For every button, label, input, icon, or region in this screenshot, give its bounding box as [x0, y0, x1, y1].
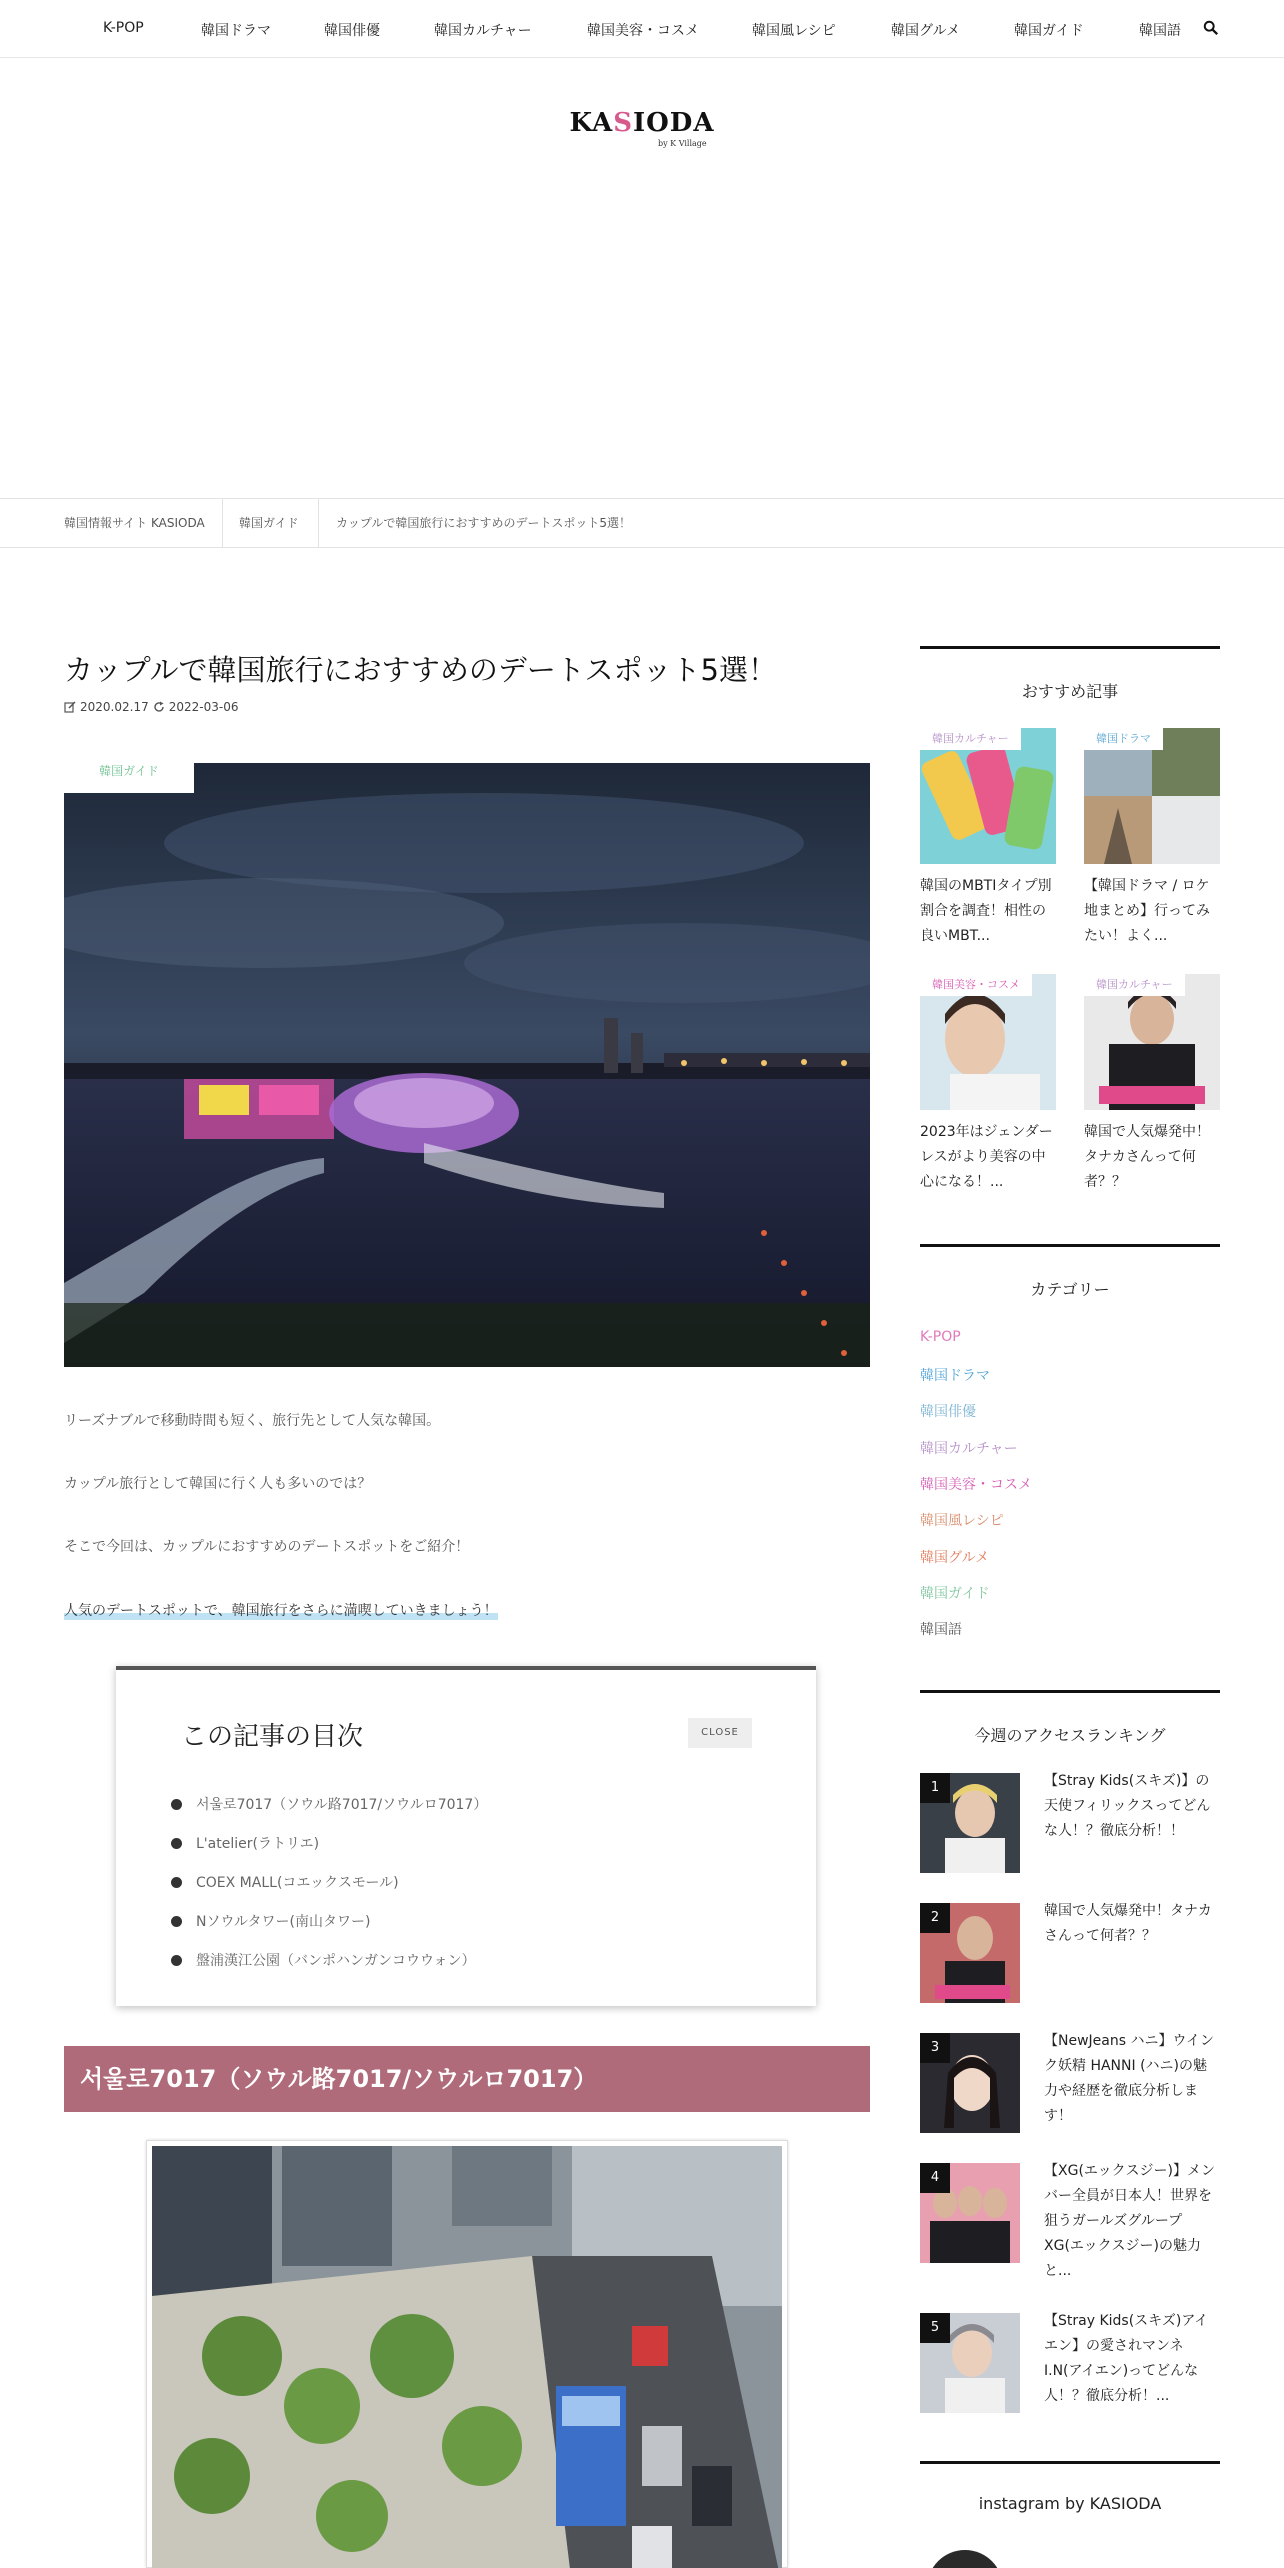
rank-number: 3 — [920, 2033, 950, 2063]
bullet-icon — [171, 1838, 182, 1849]
ranking-item[interactable] — [920, 2313, 1220, 2413]
breadcrumb — [0, 498, 1284, 548]
refresh-icon — [153, 701, 165, 713]
nav-item-recipe[interactable]: 韓国風レシピ — [752, 23, 836, 39]
intro-paragraph-3: そこで今回は、カップルにおすすめのデートスポットをご紹介！ — [64, 1539, 470, 1555]
table-of-contents — [116, 1666, 816, 2006]
recommended-text: 韓国で人気爆発中！タナカさんって何者？？ — [1084, 1124, 1210, 1190]
rank-number: 4 — [920, 2163, 950, 2193]
edit-icon — [64, 701, 76, 713]
nav-item-gourmet[interactable]: 韓国グルメ — [891, 23, 961, 39]
ranking-text: 韓国で人気爆発中！タナカさんって何者？？ — [1044, 1903, 1212, 1944]
nav-item-kpop[interactable]: K-POP — [103, 20, 144, 36]
toc-item[interactable] — [171, 1950, 475, 1970]
bullet-icon — [171, 1799, 182, 1810]
bullet-icon — [171, 1955, 182, 1966]
article-dates — [64, 700, 238, 714]
bullet-icon — [171, 1877, 182, 1888]
rank-number: 1 — [920, 1773, 950, 1803]
recommended-title: おすすめ記事 — [1021, 682, 1119, 701]
category-link-language[interactable]: 韓国語 — [920, 1622, 962, 1638]
nav-item-guide[interactable]: 韓国ガイド — [1014, 23, 1084, 39]
ranking-text: 【Stray Kids(スキズ)アイエン】の愛されマンネI.N(アイエン)ってどんな人！？徹底分析！... — [1044, 2313, 1209, 2404]
section-image — [146, 2140, 788, 2568]
logo-subtitle: by K Village — [658, 139, 707, 148]
toc-item[interactable] — [171, 1872, 399, 1892]
instagram-title: instagram by KASIODA — [978, 2494, 1162, 2513]
category-link-culture[interactable]: 韓国カルチャー — [920, 1441, 1018, 1457]
nav-item-beauty[interactable]: 韓国美容・コスメ — [587, 23, 699, 39]
toc-item-label: 서울로7017（ソウル路7017/ソウルロ7017） — [196, 1797, 488, 1813]
nav-item-language[interactable]: 韓国語 — [1139, 23, 1181, 39]
search-icon[interactable] — [1203, 20, 1221, 38]
logo-text-end: IODA — [632, 108, 715, 138]
toc-item-label: COEX MALL(コエックスモール) — [196, 1875, 399, 1891]
category-link-kpop[interactable]: K-POP — [920, 1329, 961, 1345]
ranking-text: 【Stray Kids(スキズ)】の天使フィリックスってどんな人！？徹底分析！！ — [1044, 1773, 1211, 1839]
category-badge: 韓国カルチャー — [1084, 974, 1185, 996]
bullet-icon — [171, 1916, 182, 1927]
toc-item-label: L'atelier(ラトリエ) — [196, 1836, 320, 1852]
category-badge: 韓国美容・コスメ — [920, 974, 1032, 996]
toc-item[interactable] — [171, 1833, 319, 1853]
toc-item[interactable] — [171, 1794, 487, 1814]
breadcrumb-divider — [222, 499, 223, 547]
category-link-beauty[interactable]: 韓国美容・コスメ — [920, 1477, 1032, 1493]
logo-text-start: KA — [569, 108, 614, 138]
nav-item-drama[interactable]: 韓国ドラマ — [201, 23, 271, 39]
ranking-text: 【NewJeans ハニ】ウインク妖精 HANNI (ハニ)の魅力や経歴を徹底分析します！ — [1044, 2033, 1215, 2124]
logo-text-accent: S — [613, 108, 633, 138]
sidebar-divider — [920, 646, 1220, 649]
recommended-text: 2023年はジェンダーレスがより美容の中心になる！... — [920, 1124, 1053, 1190]
sidebar-divider — [920, 1690, 1220, 1693]
breadcrumb-current: カップルで韓国旅行におすすめのデートスポット5選！ — [336, 516, 632, 530]
recommended-text: 【韓国ドラマ / ロケ地まとめ】行ってみたい！よく... — [1084, 878, 1210, 944]
ranking-item[interactable] — [920, 1903, 1220, 2003]
ranking-title: 今週のアクセスランキング — [974, 1726, 1166, 1745]
instagram-avatar[interactable] — [927, 2550, 1003, 2568]
published-date: 2020.02.17 — [80, 700, 149, 714]
updated-date: 2022-03-06 — [168, 700, 239, 714]
hero-image — [64, 763, 870, 1367]
category-link-drama[interactable]: 韓国ドラマ — [920, 1368, 990, 1384]
ranking-item[interactable] — [920, 2163, 1220, 2279]
sidebar-divider — [920, 1244, 1220, 1247]
nav-item-actors[interactable]: 韓国俳優 — [324, 23, 380, 39]
category-link-guide[interactable]: 韓国ガイド — [920, 1586, 990, 1602]
sidebar-divider — [920, 2461, 1220, 2464]
toc-item[interactable] — [171, 1911, 370, 1931]
rank-number: 2 — [920, 1903, 950, 1933]
article-title: カップルで韓国旅行におすすめのデートスポット5選！ — [64, 653, 778, 687]
category-link-gourmet[interactable]: 韓国グルメ — [920, 1550, 990, 1566]
hero-category-tag[interactable]: 韓国ガイド — [64, 757, 194, 793]
category-link-actors[interactable]: 韓国俳優 — [920, 1404, 976, 1420]
breadcrumb-divider — [318, 499, 319, 547]
intro-paragraph-highlight: 人気のデートスポットで、韓国旅行をさらに満喫していきましょう！ — [64, 1600, 498, 1620]
breadcrumb-home[interactable]: 韓国情報サイト KASIODA — [64, 516, 205, 530]
category-link-recipe[interactable]: 韓国風レシピ — [920, 1513, 1004, 1529]
recommended-text: 韓国のMBTIタイプ別割合を調査！相性の良いMBT... — [920, 878, 1052, 944]
categories-title: カテゴリー — [1030, 1280, 1110, 1299]
intro-paragraph-1: リーズナブルで移動時間も短く、旅行先として人気な韓国。 — [64, 1413, 441, 1429]
section-heading: 서울로7017（ソウル路7017/ソウルロ7017） — [64, 2046, 870, 2112]
toc-item-label: Nソウルタワー(南山タワー) — [196, 1914, 371, 1930]
toc-title: この記事の目次 — [181, 1722, 364, 1752]
ranking-item[interactable] — [920, 2033, 1220, 2133]
nav-item-culture[interactable]: 韓国カルチャー — [434, 23, 532, 39]
ranking-text: 【XG(エックスジー)】メンバー全員が日本人！世界を狙うガールズグループXG(エックスジー)の魅力と... — [1044, 2163, 1215, 2279]
category-badge: 韓国カルチャー — [920, 728, 1021, 750]
breadcrumb-category[interactable]: 韓国ガイド — [239, 516, 299, 530]
site-logo[interactable] — [0, 108, 1284, 148]
rank-number: 5 — [920, 2313, 950, 2343]
top-navigation — [0, 0, 1284, 58]
toc-close-button[interactable]: CLOSE — [688, 1718, 752, 1748]
category-badge: 韓国ドラマ — [1084, 728, 1163, 750]
toc-item-label: 盤浦漢江公園（バンポハンガンコウウォン） — [196, 1953, 476, 1969]
ranking-item[interactable] — [920, 1773, 1220, 1873]
intro-paragraph-2: カップル旅行として韓国に行く人も多いのでは？ — [64, 1476, 372, 1492]
